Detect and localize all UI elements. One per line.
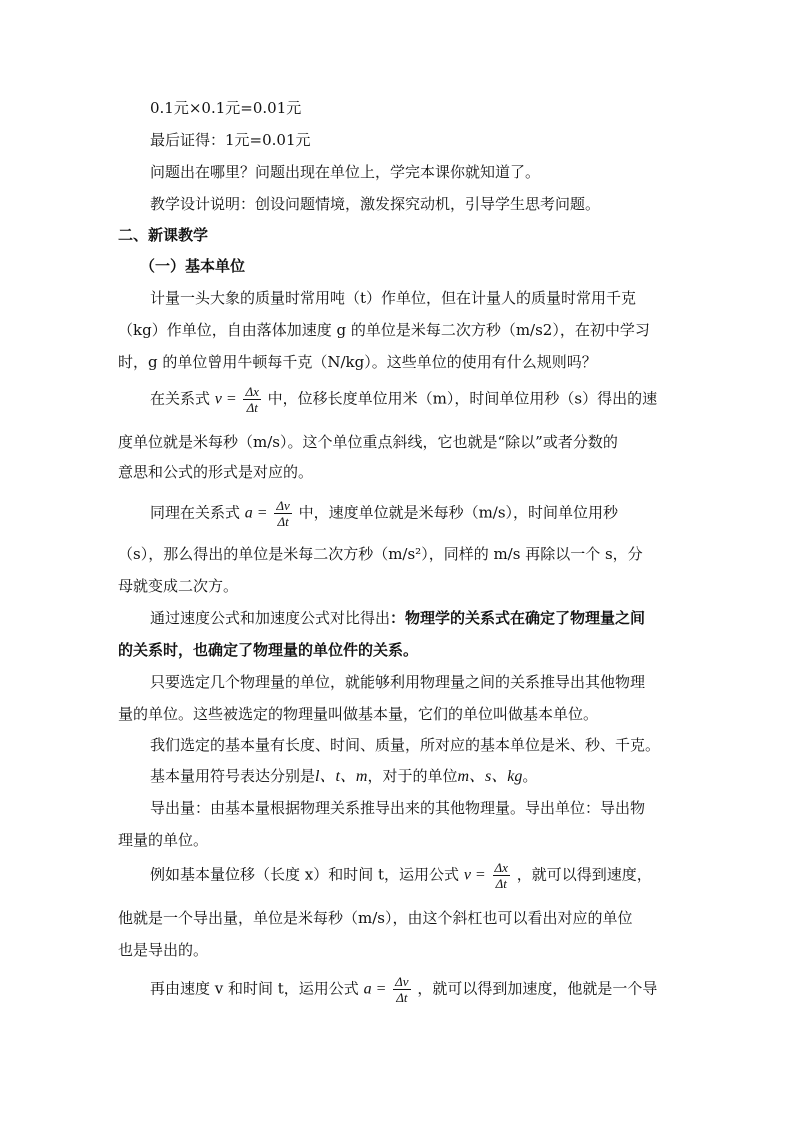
text-line: 最后证得：1元=0.01元 [150,131,311,149]
text-span: 在关系式 [150,389,211,408]
text-line: 意思和公式的形式是对应的。 [118,463,314,481]
formula-lhs: a = [363,980,387,998]
text-line: 度单位就是米每秒（m/s）。这个单位重点斜线，它也就是“除以”或者分数的 [118,433,618,451]
symbol-span: l、t、m [315,768,368,785]
text-line: （kg）作单位，自由落体加速度 g 的单位是米每二次方秒（m/s2），在初中学习 [118,321,650,339]
text-span: ，对于的单位 [367,767,458,785]
text-span: ，就可以得到加速度，他就是一个导 [417,979,658,998]
text-line: 母就变成二次方。 [118,577,239,595]
text-line: 问题出在哪里？问题出现在单位上，学完本课你就知道了。 [150,163,541,181]
formula-lhs: v = [214,390,237,408]
section-heading: 二、新课教学 [118,226,209,244]
text-line: 他就是一个导出量，单位是米每秒（m/s），由这个斜杠也可以看出对应的单位 [118,909,633,927]
fraction-denominator: Δt [246,400,258,415]
fraction [393,974,410,1005]
text-line: 只要选定几个物理量的单位，就能够利用物理量之间的关系推导出其他物理 [150,673,646,691]
text-span: 通过速度公式和加速度公式对比得出 [150,609,391,627]
formula-line [150,860,652,891]
text-line: 导出量：由基本量根据物理关系推导出来的其他物理量。导出单位：导出物 [150,799,646,817]
bold-text-line: 的关系时，也确定了物理量的单位件的关系。 [118,641,419,659]
text-line: 我们选定的基本量有长度、时间、质量，所对应的基本单位是米、秒、千克。 [150,736,661,754]
fraction [493,860,510,891]
fraction [274,498,291,529]
fraction [243,384,260,415]
fraction-numerator: Δv [276,498,290,513]
text-span: 再由速度 v 和时间 t，运用公式 [150,979,359,998]
fraction-denominator: Δt [396,990,408,1005]
text-line [150,766,537,787]
formula-line [150,384,657,415]
text-span: 中，位移长度单位用米（m），时间单位用秒（s）得出的速 [267,389,658,408]
formula-lhs: a = [244,504,268,522]
bold-text-span: ：物理学的关系式在确定了物理量之间 [390,609,646,627]
text-line: （s），那么得出的单位是米每二次方秒（m/s²），同样的 m/s 再除以一个 s，分 [118,545,643,563]
fraction-numerator: Δx [245,384,259,399]
text-line [150,608,645,628]
text-line: 时，g 的单位曾用牛顿每千克（N/kg）。这些单位的使用有什么规则吗？ [118,353,597,371]
text-line: 0.1元×0.1元=0.01元 [150,99,302,117]
formula-lhs: v = [463,866,486,884]
fraction-denominator: Δt [277,514,289,529]
text-line: 教学设计说明：创设问题情境，激发探究动机，引导学生思考问题。 [150,195,601,213]
text-span: 基本量用符号表达分别是 [150,767,316,785]
text-span: 例如基本量位移（长度 x）和时间 t，运用公式 [150,865,460,884]
formula-line [150,498,618,529]
text-line: 计量一头大象的质量时常用吨（t）作单位，但在计量人的质量时常用千克 [150,289,637,307]
text-span: 中，速度单位就是米每秒（m/s），时间单位用秒 [298,503,619,522]
text-line: 理量的单位。 [118,831,209,849]
fraction-numerator: Δx [494,860,508,875]
text-span: ，就可以得到速度， [516,865,652,884]
fraction-denominator: Δt [495,876,507,891]
text-line: 也是导出的。 [118,941,209,959]
text-span: 同理在关系式 [150,503,241,522]
formula-line [150,974,657,1005]
text-span: 。 [522,767,538,785]
subsection-heading: （一）基本单位 [140,257,246,275]
fraction-numerator: Δv [395,974,409,989]
symbol-span: m、s、kg [457,768,523,785]
text-line: 量的单位。这些被选定的物理量叫做基本量，它们的单位叫做基本单位。 [118,705,599,723]
